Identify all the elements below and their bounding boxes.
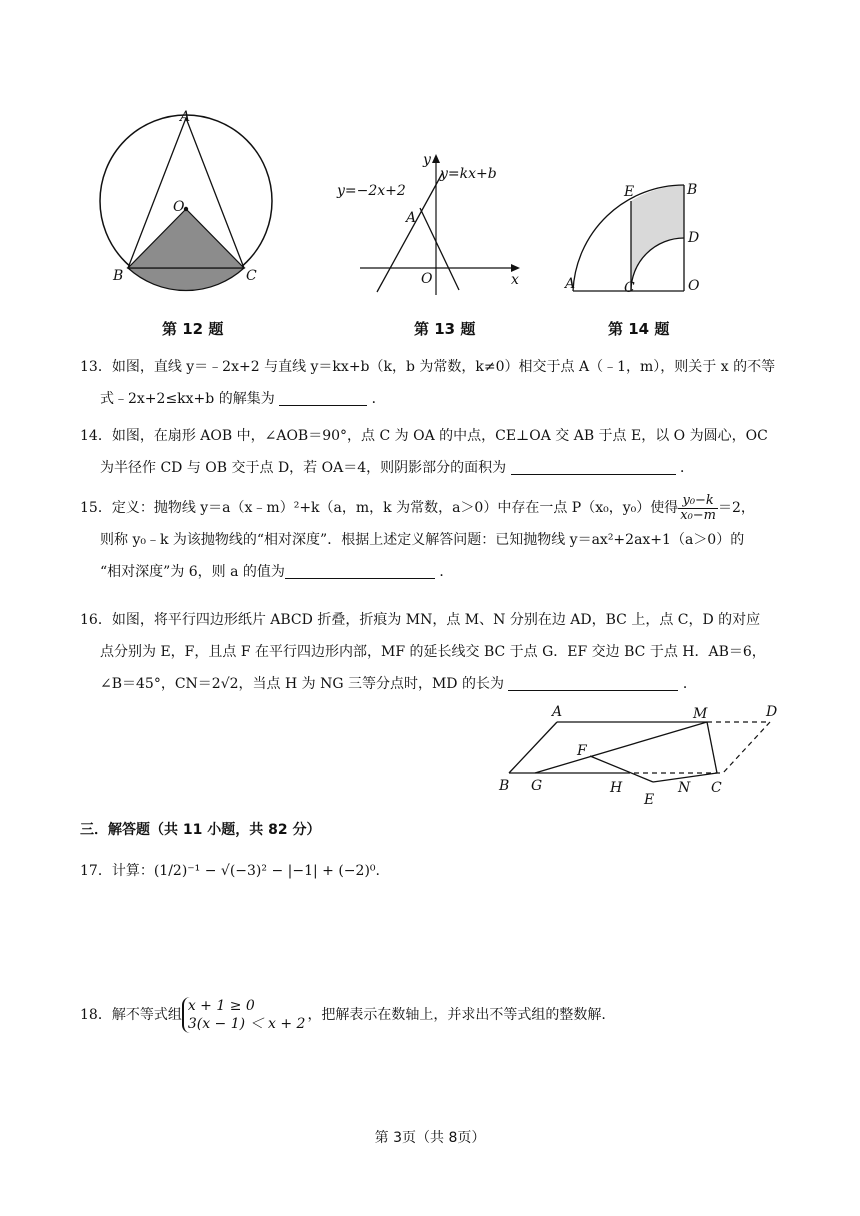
q13-line1: 如图，直线 y＝﹣2x+2 与直线 y＝kx+b（k，b 为常数，k≠0）相交于点 A（﹣1，m），则关于 x 的不等 [111, 359, 776, 375]
q17-expression: 计算：(1/2)⁻¹ − √(−3)² − |−1| + (−2)⁰. [111, 863, 380, 879]
label-O: O [173, 199, 185, 215]
label-B: B [113, 268, 124, 284]
label-D: D [688, 230, 700, 246]
label-O: O [688, 278, 700, 294]
question-14: 14．如图，在扇形 AOB 中，∠AOB＝90°，点 C 为 OA 的中点，CE⊥OA 交 AB 于点 E，以 O 为圆心，OC 为半径作 CD 与 OB 交于点 D，若 OA＝4，则阴影部分的面积为 ． [80, 428, 768, 476]
question-17: 17．计算：(1/2)⁻¹ − √(−3)² − |−1| + (−2)⁰. [80, 863, 380, 879]
q13-line2: 式﹣2x+2≤kx+b 的解集为 [100, 391, 275, 407]
label-C: C [624, 280, 635, 296]
question-16: 16．如图，将平行四边形纸片 ABCD 折叠，折痕为 MN，点 M、N 分别在边 AD，BC 上，点 C，D 的对应 点分别为 E，F，且点 F 在平行四边形内部，MF 的延长线交 BC 于点 G．EF 交边 BC 于点 H．AB＝6， ∠B＝45°，CN＝2√2，当点 H 为 NG 三等分点时，MD 的长为 ． [80, 604, 780, 700]
triangle-shaded-region [128, 209, 244, 268]
label-A: A [552, 704, 563, 720]
q15-line2: 则称 y₀﹣k 为该抛物线的“相对深度”．根据上述定义解答问题：已知抛物线 y＝ax²+2ax+1（a＞0）的 [100, 532, 745, 548]
label-B: B [687, 182, 698, 198]
figure-13 [335, 150, 530, 300]
q15-line1: 定义：抛物线 y＝a（x﹣m）²+k（a，m，k 为常数，a＞0）中存在一点 P（x₀，y₀）使得 [111, 500, 679, 516]
label-E: E [624, 184, 635, 200]
inequality-system: x + 1 ≥ 0 3(x − 1) ＜ x + 2 [182, 997, 306, 1033]
label-B: B [499, 778, 510, 794]
label-O: O [421, 271, 433, 287]
q14-line2: 为半径作 CD 与 OB 交于点 D，若 OA＝4，则阴影部分的面积为 [100, 460, 507, 476]
label-A: A [406, 210, 417, 226]
fraction: $\frac{\text{y₀−k}}{\text{x₀−m}}$ [680, 492, 717, 523]
figure-16 [495, 700, 785, 810]
q16-line3: ∠B＝45°，CN＝2√2，当点 H 为 NG 三等分点时，MD 的长为 [100, 676, 504, 692]
page-footer: 第 3页（共 8页） [374, 1130, 486, 1146]
caption-13: 第 13 题 [414, 320, 476, 338]
label-D: D [766, 704, 778, 720]
label-G: G [531, 778, 543, 794]
question-13: 13．如图，直线 y＝﹣2x+2 与直线 y＝kx+b（k，b 为常数，k≠0）相交于点 A（﹣1，m），则关于 x 的不等 式﹣2x+2≤kx+b 的解集为 ． [80, 359, 776, 407]
label-line2: y=kx+b [440, 166, 497, 182]
figure-12 [95, 108, 280, 303]
label-E: E [644, 792, 655, 808]
q14-line1: 如图，在扇形 AOB 中，∠AOB＝90°，点 C 为 OA 的中点，CE⊥OA 交 AB 于点 E，以 O 为圆心，OC [111, 428, 768, 444]
answer-blank-13[interactable] [279, 389, 367, 406]
q16-line2: 点分别为 E，F，且点 F 在平行四边形内部，MF 的延长线交 BC 于点 G．EF 交边 BC 于点 H．AB＝6， [100, 644, 766, 660]
question-18: 18．解不等式组 x + 1 ≥ 0 3(x − 1) ＜ x + 2 ，把解表示在数轴上，并求出不等式组的整数解. [80, 998, 606, 1032]
label-F: F [577, 743, 587, 759]
q16-line1: 如图，将平行四边形纸片 ABCD 折叠，折痕为 MN，点 M、N 分别在边 AD，BC 上，点 C，D 的对应 [111, 612, 761, 628]
figure-14 [562, 178, 712, 298]
label-N: N [678, 780, 691, 796]
label-M: M [693, 706, 708, 722]
label-C: C [246, 268, 257, 284]
caption-12: 第 12 题 [162, 320, 224, 338]
question-15: 15．定义：抛物线 y＝a（x﹣m）²+k（a，m，k 为常数，a＞0）中存在一点 P（x₀，y₀）使得 $\frac{\text{y₀−k}}{\text{x₀−m}}$ ＝2， 则称 y₀﹣k 为该抛物线的“相对深度”．根据上述定义解答问题：已知抛物线 y＝ax²+2ax+1（a＞0）的 “相对深度”为 6，则 a 的值为 ． [80, 492, 780, 588]
label-y-axis: y [423, 152, 431, 168]
segment-shaded-region [128, 268, 244, 291]
label-A: A [180, 109, 191, 125]
answer-blank-16[interactable] [508, 674, 678, 691]
label-C: C [711, 780, 722, 796]
section-heading: 三．解答题（共 11 小题，共 82 分） [80, 822, 321, 838]
label-x-axis: x [511, 272, 519, 288]
label-H: H [610, 780, 623, 796]
caption-14: 第 14 题 [608, 320, 670, 338]
q15-line3: “相对深度”为 6，则 a 的值为 [100, 564, 285, 580]
answer-blank-15[interactable] [285, 562, 435, 579]
label-line1: y=−2x+2 [337, 183, 406, 199]
answer-blank-14[interactable] [511, 458, 676, 475]
label-A: A [565, 276, 576, 292]
